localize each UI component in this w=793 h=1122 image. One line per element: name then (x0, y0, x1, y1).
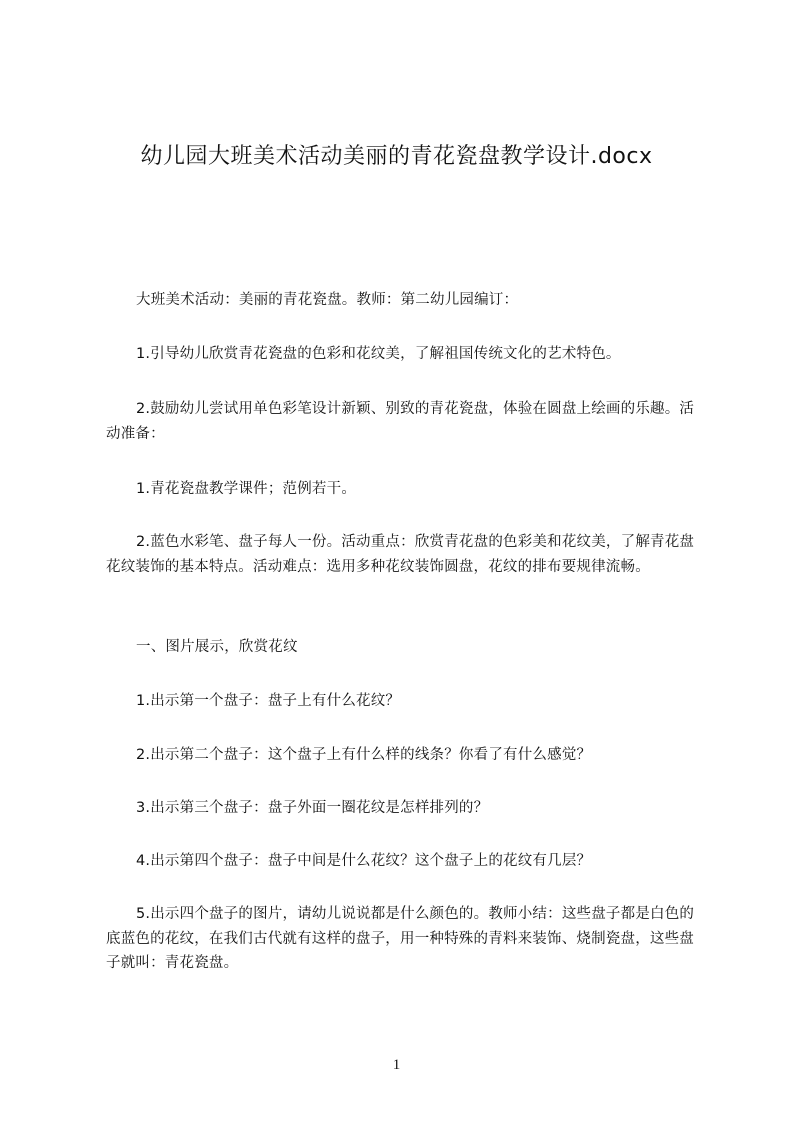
section-heading: 一、图片展示，欣赏花纹 (136, 639, 298, 655)
step-5: 5.出示四个盘子的图片，请幼儿说说都是什么颜色的。教师小结：这些盘子都是白色的底蓝色的花纹，在我们古代就有这样的盘子，用一种特殊的青料来装饰、烧制瓷盘，这些盘子就叫：青花瓷盘。 (106, 906, 695, 971)
paragraph-intro: 大班美术活动：美丽的青花瓷盘。教师：第二幼儿园编订： (136, 292, 519, 308)
page-number: 1 (392, 1057, 401, 1073)
paragraph-prep-2: 2.蓝色水彩笔、盘子每人一份。活动重点：欣赏青花盘的色彩美和花纹美，了解青花盘花纹装饰的基本特点。活动难点：选用多种花纹装饰圆盘，花纹的排布要规律流畅。 (106, 534, 695, 575)
step-3: 3.出示第三个盘子：盘子外面一圈花纹是怎样排列的？ (136, 800, 489, 816)
step-2: 2.出示第二个盘子：这个盘子上有什么样的线条？你看了有什么感觉？ (136, 747, 592, 763)
paragraph-goal-2: 2.鼓励幼儿尝试用单色彩笔设计新颖、别致的青花瓷盘，体验在圆盘上绘画的乐趣。活动准备： (106, 401, 695, 442)
step-1: 1.出示第一个盘子：盘子上有什么花纹？ (136, 693, 401, 709)
paragraph-goal-1: 1.引导幼儿欣赏青花瓷盘的色彩和花纹美，了解祖国传统文化的艺术特色。 (136, 346, 621, 362)
paragraph-prep-1: 1.青花瓷盘教学课件；范例若干。 (136, 481, 357, 497)
document-title: 幼儿园大班美术活动美丽的青花瓷盘教学设计.docx (140, 144, 653, 169)
step-4: 4.出示第四个盘子：盘子中间是什么花纹？这个盘子上的花纹有几层？ (136, 853, 592, 869)
